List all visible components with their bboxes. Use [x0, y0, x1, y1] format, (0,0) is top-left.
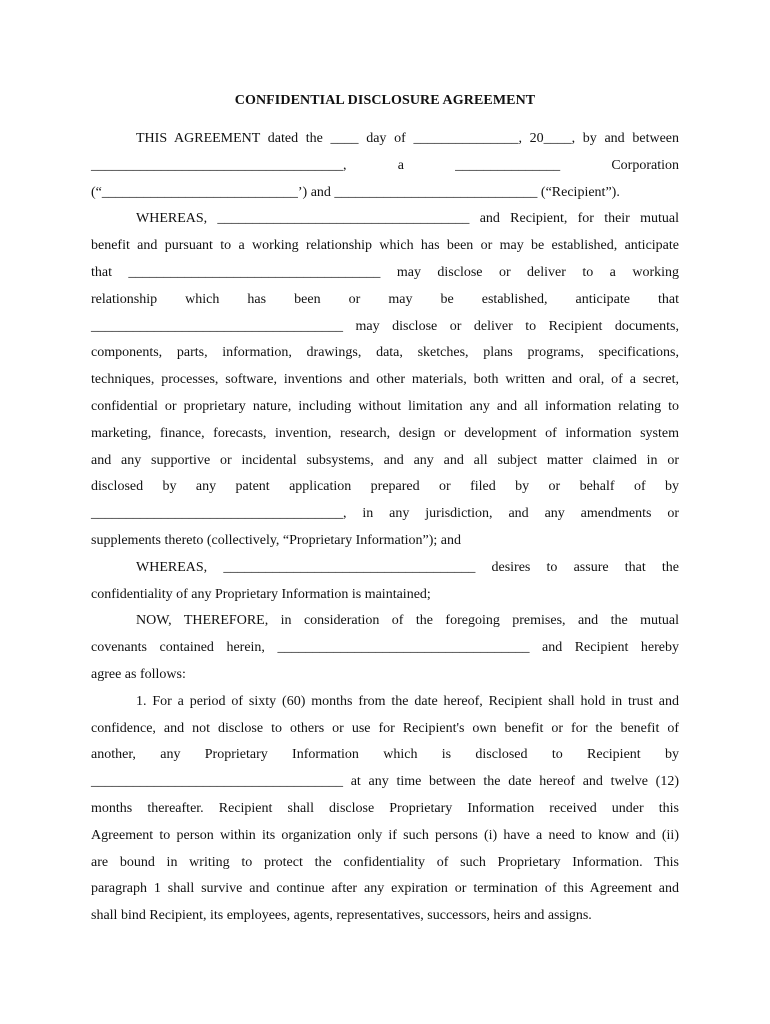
text-line: months thereafter. Recipient shall disclose Proprietary Information received under this [91, 800, 679, 816]
text-line: another, any Proprietary Information which is disclosed to Recipient by [91, 747, 679, 763]
text-line: confidential or proprietary nature, including without limitation any and all information relating to [91, 398, 679, 414]
text-line: covenants contained herein, ____________________________________ and Recipient hereby [91, 640, 679, 656]
text-line: paragraph 1 shall survive and continue after any expiration or termination of this Agreement and [91, 881, 679, 897]
text-line: THIS AGREEMENT dated the ____ day of _______________, 20____, by and between [136, 131, 679, 146]
document-body [91, 126, 679, 930]
text-line: ____________________________________, in any jurisdiction, and any amendments or [91, 506, 679, 522]
document-title: CONFIDENTIAL DISCLOSURE AGREEMENT [234, 93, 536, 108]
text-line: and any supportive or incidental subsystems, and any and all subject matter claimed in or [91, 452, 679, 468]
text-line: (“____________________________’) and _____________________________ (“Recipient”). [91, 184, 620, 200]
text-line: that ____________________________________ may disclose or deliver to a working [91, 264, 679, 280]
text-line: NOW, THEREFORE, in consideration of the foregoing premises, and the mutual [136, 613, 679, 629]
text-line: techniques, processes, software, inventions and other materials, both written and oral, of a secret, [91, 372, 679, 388]
text-line: confidentiality of any Proprietary Information is maintained; [91, 586, 431, 602]
text-line: 1. For a period of sixty (60) months from the date hereof, Recipient shall hold in trust and [136, 693, 679, 709]
text-line: components, parts, information, drawings, data, sketches, plans programs, specifications, [91, 345, 679, 361]
text-line: disclosed by any patent application prepared or filed by or behalf of by [91, 479, 679, 495]
text-line: are bound in writing to protect the confidentiality of such Proprietary Information. This [91, 854, 679, 870]
text-line: ____________________________________ at any time between the date hereof and twelve (12) [91, 774, 679, 790]
text-line: relationship which has been or may be established, anticipate that [91, 291, 679, 307]
text-line: confidence, and not disclose to others or use for Recipient's own benefit or for the benefit of [91, 720, 679, 736]
text-line: ____________________________________, a _______________ Corporation [91, 157, 679, 173]
text-line: WHEREAS, ____________________________________ and Recipient, for their mutual [136, 211, 679, 227]
text-line: Agreement to person within its organization only if such persons (i) have a need to know and (ii) [91, 827, 679, 843]
text-line: agree as follows: [91, 666, 186, 682]
text-line: supplements thereto (collectively, “Proprietary Information”); and [91, 532, 461, 548]
text-line: marketing, finance, forecasts, invention, research, design or development of information system [91, 425, 679, 441]
text-line: benefit and pursuant to a working relationship which has been or may be established, anticipate [91, 238, 679, 254]
text-line: WHEREAS, ____________________________________ desires to assure that the [136, 559, 679, 575]
text-line: ____________________________________ may disclose or deliver to Recipient documents, [91, 318, 679, 334]
text-line: shall bind Recipient, its employees, agents, representatives, successors, heirs and assigns. [91, 908, 592, 924]
